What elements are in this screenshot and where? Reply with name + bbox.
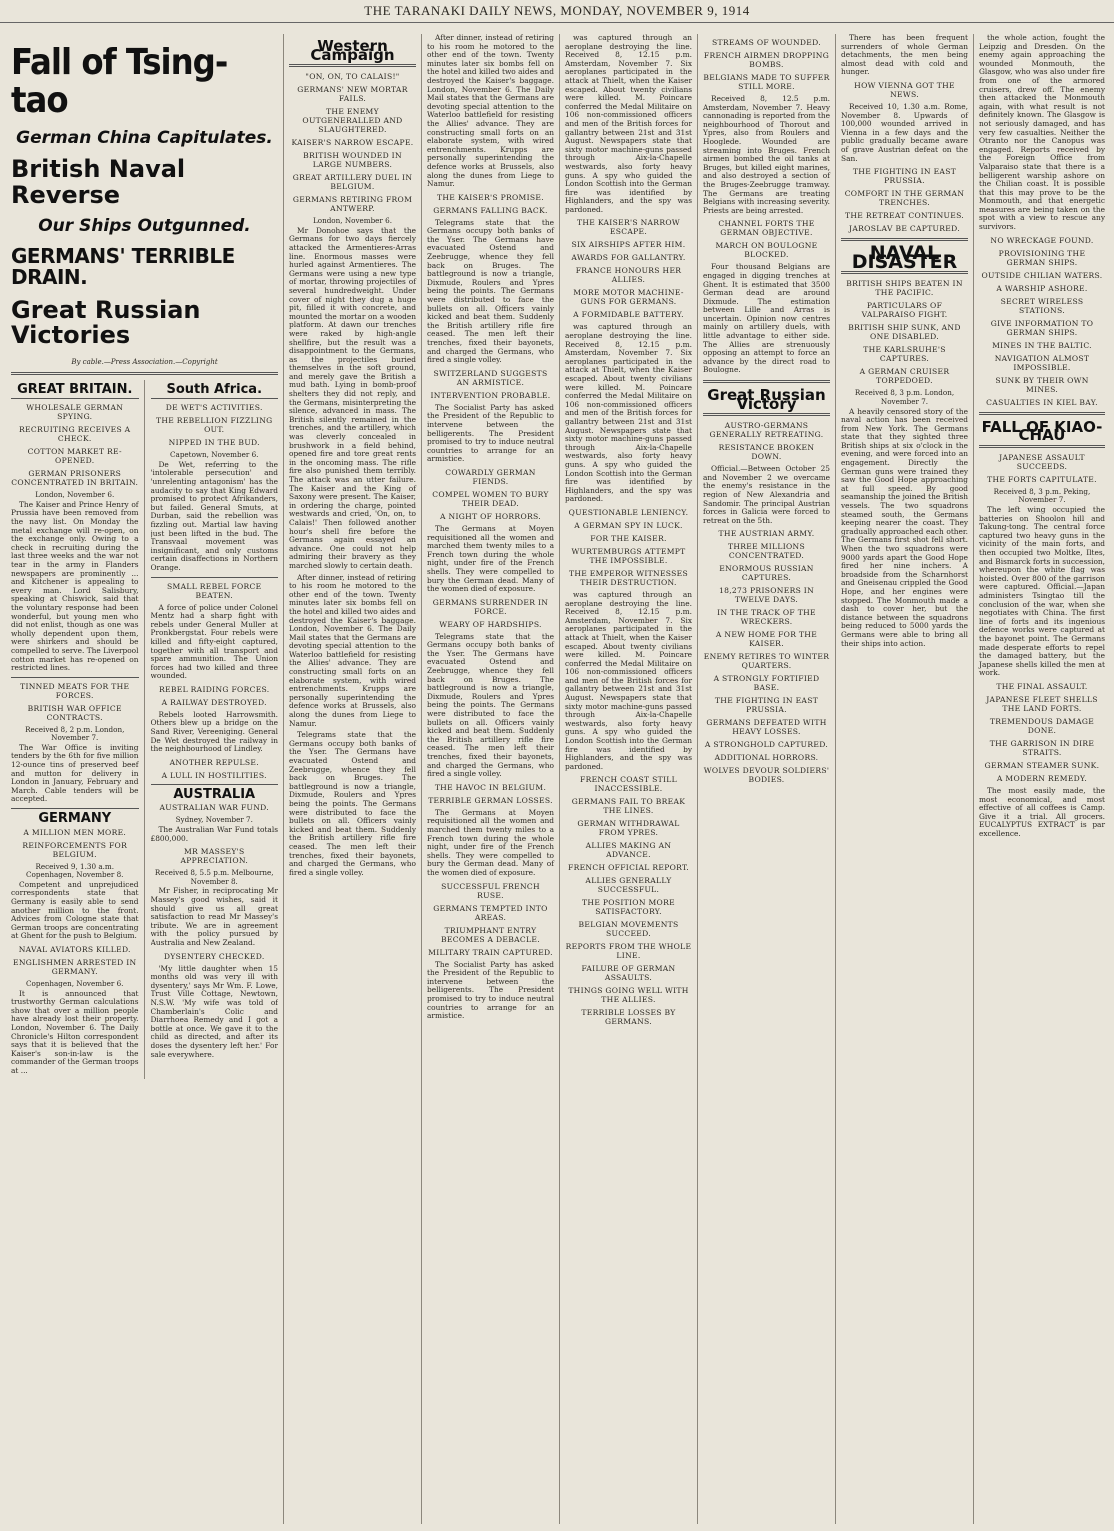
subhead: ALLIES MAKING AN ADVANCE.	[585, 841, 672, 860]
subhead: PROVISIONING THE GERMAN SHIPS.	[998, 248, 1086, 267]
subhead: SECRET WIRELESS STATIONS.	[1000, 296, 1084, 315]
column-1	[6, 34, 284, 1524]
subhead: THE FINAL ASSAULT.	[996, 681, 1088, 691]
column-2	[284, 34, 422, 1524]
subhead: GERMAN WITHDRAWAL FROM YPRES.	[577, 819, 680, 838]
column-4	[560, 34, 698, 1524]
article-text: Received 10, 1.30 a.m. Rome, November 8. Upwards of 100,000 wounded arrived in Vienna in a few days and the public gradually became aware of grave Austrian defeat on the San.	[841, 101, 968, 163]
subhead: GREAT ARTILLERY DUEL IN BELGIUM.	[292, 173, 413, 192]
subhead: THINGS GOING WELL WITH THE ALLIES.	[568, 986, 689, 1005]
article-text: Four thousand Belgians are engaged in digging trenches at Ghent. It is estimated that 3500 German dead are around Dixmude. The estimation between Lille and Arras is uncertain. Opinion now centres mainly on artillery duels, with little advantage to either side. The Allies are strenuously opposing an attempt to force an advance by the direct road to Boulogne.	[703, 262, 830, 375]
section-title-south-africa: South Africa.	[166, 381, 263, 397]
subhead: NAVIGATION ALMOST IMPOSSIBLE.	[994, 353, 1090, 372]
subhead: GERMANS FALLING BACK.	[433, 205, 548, 215]
subhead: GERMANS' NEW MORTAR FAILS.	[297, 85, 408, 104]
masthead: THE TARANAKI DAILY NEWS, MONDAY, NOVEMBER 9, 1914	[0, 0, 1114, 23]
section-title-great-britain: GREAT BRITAIN.	[17, 381, 133, 397]
subhead: KAISER'S NARROW ESCAPE.	[291, 138, 414, 148]
subhead: SUNK BY THEIR OWN MINES.	[995, 375, 1089, 394]
subhead: A MODERN REMEDY.	[996, 773, 1088, 783]
headline-russian-victories: Great Russian Victories	[11, 295, 201, 349]
subhead: THE KARLSRUHE'S CAPTURES.	[863, 345, 946, 364]
subhead: THE GARRISON IN DIRE STRAITS.	[989, 738, 1095, 757]
column-3	[422, 34, 560, 1524]
article-text: De Wet, referring to the 'intolerable persecution' and 'unrelenting antagonism' has the audacity to say that King Edward promised to protect Afrikanders, but failed. General Smuts, at Durban, said the rebellion was fizzling out. Martial law having just been lifted in the bud. The Transvaal movement was insignificant, and only customs certain disaffections in Northern Orange.	[150, 459, 278, 572]
section-title-naval-disaster: NAVAL DISASTER	[851, 242, 958, 273]
subhead: MILITARY TRAIN CAPTURED.	[428, 947, 553, 957]
dateline: Received 8, 3 p.m. Peking, November 7.	[993, 486, 1091, 505]
subhead: THREE MILLIONS CONCENTRATED.	[727, 542, 806, 561]
article-text: Telegrams state that the Germans occupy both banks of the Yser. The Germans have evacuated Ostend and Zeebrugge, whence they fell back on Bruges. The battleground is now a triangle, Dixmude, Roulers and Ypres being the points. The Germans were distributed to face the bullets on all. Officers vainly kicked and beat them. Suddenly the British artillery rifle fire ceased. The men left their trenches, fixed their bayonets, and charged the Germans, who fired a single volley.	[427, 631, 554, 779]
subhead: RECRUITING RECEIVES A CHECK.	[19, 425, 131, 444]
subhead: BELGIAN MOVEMENTS SUCCEED.	[578, 920, 679, 939]
subhead: COTTON MARKET RE-OPENED.	[27, 447, 122, 466]
subhead: A FORMIDABLE BATTERY.	[573, 310, 684, 320]
subhead: THE REBELLION FIZZLING OUT.	[155, 416, 273, 435]
subhead: 18,273 PRISONERS IN TWELVE DAYS.	[718, 586, 815, 605]
subhead: WEARY OF HARDSHIPS.	[439, 619, 542, 629]
article-text: was captured through an aeroplane destroying the line. Received 8, 12.15 p.m. Amsterdam, November 7. Six aeroplanes participated in the attack at Thielt, when the Kaiser escaped. About twenty civilians were killed. M. Poincare conferred the Medal Militaire on 106 non-commissioned officers and men of the British forces for gallantry between 21st and 31st August. Newspapers state that sixty motor machine-guns passed through Aix-la-Chapelle westwards, also forty heavy guns. A spy who guided the London Scottish into the German fire was identified by Highlanders, and the spy was pardoned.	[565, 34, 692, 214]
article-text: 'My little daughter when 15 months old was very ill with dysentery,' says Mr Wm. F. Lowe, Trust Ville Cottage, Newtown, N.S.W. 'My wife was told of Chamberlain's Colic and Diarrhoea Remedy and I got a bottle at once. We gave it to the child as directed, and after its doses the dysentery left her.' For sale everywhere.	[150, 963, 278, 1059]
subhead: CHANNEL FORTS THE GERMAN OBJECTIVE.	[718, 219, 815, 238]
subhead: ENORMOUS RUSSIAN CAPTURES.	[719, 564, 814, 583]
subhead: MINES IN THE BALTIC.	[992, 340, 1092, 350]
subhead: PARTICULARS OF VALPARAISO FIGHT.	[861, 301, 948, 320]
section-title-fall-of-kiao-chau: FALL OF KIAO-CHAU	[981, 417, 1103, 445]
dateline: London, November 6.	[35, 490, 115, 500]
subhead: DE WET'S ACTIVITIES.	[165, 403, 263, 413]
newspaper-page	[6, 24, 1110, 1524]
subhead: IN THE TRACK OF THE WRECKERS.	[717, 608, 816, 627]
subhead: JAPANESE ASSAULT SUCCEEDS.	[999, 452, 1085, 471]
subhead: ADDITIONAL HORRORS.	[714, 753, 819, 763]
subhead: BRITISH SHIPS BEATEN IN THE PACIFIC.	[846, 279, 963, 298]
subhead: TRIUMPHANT ENTRY BECOMES A DEBACLE.	[441, 925, 540, 944]
dateline: Copenhagen, November 6.	[26, 978, 124, 988]
article-text: The left wing occupied the batteries on Shoolon hill and Takung-tong. The central force captured two heavy guns in the vicinity of the main forts, and then occupied two Moltke, Iltes, and Bismarck forts in succession, whereupon the white flag was hoisted. Over 800 of the garrison were captured. Official.—Japan administers Tsingtao till the conclusion of the war, when she negotiates with China. The first line of forts and its ingenious defence works were captured at the bayonet point. The Germans made desperate efforts to repel the damaged battery, but the Japanese shells killed the men at work.	[979, 505, 1105, 678]
subhead: AUSTRALIAN WAR FUND.	[159, 803, 270, 813]
section-title-australia: AUSTRALIA	[173, 786, 256, 802]
subhead: BRITISH WOUNDED IN LARGE NUMBERS.	[303, 151, 402, 170]
subhead: GERMANS RETIRING FROM ANTWERP.	[292, 195, 413, 214]
headline-tsingtao: Fall of Tsing-tao	[11, 42, 228, 121]
subhead: MARCH ON BOULOGNE BLOCKED.	[715, 241, 818, 260]
subhead: BRITISH SHIP SUNK, AND ONE DISABLED.	[848, 323, 961, 342]
section-title-germany: GERMANY	[38, 811, 112, 827]
subhead: GERMANS DEFEATED WITH HEAVY LOSSES.	[706, 718, 827, 737]
subhead: THE FORTS CAPITULATE.	[987, 474, 1097, 484]
subhead: RESISTANCE BROKEN DOWN.	[718, 443, 815, 462]
article-text: The Socialist Party has asked the President of the Republic to intervene between the belligerents. The President promised to try to induce neutral countries to arrange for an armistice.	[427, 402, 554, 464]
subhead: GIVE INFORMATION TO GERMAN SHIPS.	[990, 318, 1094, 337]
subhead: QUESTIONABLE LENIENCY.	[568, 507, 689, 517]
subhead: TINNED MEATS FOR THE FORCES.	[20, 681, 130, 700]
subhead: WURTEMBURGS ATTEMPT THE IMPOSSIBLE.	[571, 546, 686, 565]
sub-columns	[11, 380, 278, 1079]
subhead: GERMANS TEMPTED INTO AREAS.	[433, 903, 548, 922]
section-title-western-campaign: Western Campaign	[310, 37, 395, 64]
article-text: the whole action, fought the Leipzig and Dresden. On the enemy again approaching the wounded Monmouth, the Glasgow, who was also under fire from one of the armored cruisers, drew off. The enemy then attacked the Monmouth again, with what result is not definitely known. The Glasgow is not seriously damaged, and has very few casualties. Neither the Otranto nor the Canopus was engaged. Reports received by the Foreign Office from Valparaiso state that there is a belligerent warship ashore on the Chilian coast. It is possible that this may prove to be the Monmouth, and that energetic measures are being taken on the spot with a view to rescue any survivors.	[979, 34, 1105, 232]
subhead: GERMAN PRISONERS CONCENTRATED IN BRITAIN.	[11, 469, 139, 488]
article-text: The Germans at Moyen requisitioned all the women and marched them twenty miles to a French town during the whole night, under fire of the French shells. They were compelled to bury the German dead. Many of the women died of exposure.	[427, 523, 554, 594]
article-text: Mr Donohoe says that the Germans for two days fiercely attacked the Armentieres-Arras line. Enormous masses were hurled against Armentieres. The Germans were using a new type of mortar, throwing projectiles of several hundredweight. Under cover of night they dug a huge pit, filled it with concrete, and mounted the mortar on a wooden platform. At dawn our trenches were raked by high-angle shellfire, but the result was a disappointment to the Germans, as the projectiles buried themselves in the soft ground, and merely gave the British a mud bath. Lying in bomb-proof shelters they did not reply, and the Germans, misinterpreting the silence, advanced in mass. The British silently remained in the trenches, and the artillery, which was cleverly concealed in brushwork in a field behind, opened fire and tore great rents in the oncoming mass. The rifle fire also punished them terribly. The attack was an utter failure. The Kaiser and the King of Saxony were present. The Kaiser, in ordering the charge, pointed westwards and cried, 'On, on, to Calais!' Then followed another hour's shell fire before the Germans again essayed an advance. One could not help admiring their bravery as they marched slowly to certain death.	[289, 225, 416, 570]
subhead: NAVAL AVIATORS KILLED.	[18, 944, 131, 954]
subhead: SUCCESSFUL FRENCH RUSE.	[441, 881, 540, 900]
subhead: THE EMPEROR WITNESSES THEIR DESTRUCTION.	[568, 568, 689, 587]
subhead: TERRIBLE GERMAN LOSSES.	[428, 795, 553, 805]
article-text: The most easily made, the most economical, and most effective of all coffees is Camp. Give it a trial. All grocers. EUCALYPTUS EXTRACT is par excellence.	[979, 785, 1105, 838]
divider	[11, 372, 278, 375]
subhead: A GERMAN SPY IN LUCK.	[574, 520, 683, 530]
subhead: THE KAISER'S NARROW ESCAPE.	[577, 218, 680, 237]
dateline: Capetown, November 6.	[170, 450, 259, 460]
article-text: The Germans at Moyen requisitioned all the women and marched them twenty miles to a French town during the whole night, under fire of the French shells. They were compelled to bury the German dead. Many of the women died of exposure.	[427, 807, 554, 877]
article-text: Telegrams state that the Germans occupy both banks of the Yser. The Germans have evacuated Ostend and Zeebrugge, whence they fell back on Bruges. The battleground is now a triangle, Dixmude, Roulers and Ypres being the points. The Germans were distributed to face the bullets on all. Officers vainly kicked and beat them. Suddenly the British artillery rifle fire ceased. The men left their trenches, fixed their bayonets, and charged the Germans, who fired a single volley.	[289, 730, 416, 877]
subhead: TREMENDOUS DAMAGE DONE.	[989, 716, 1095, 735]
subhead: FRENCH COAST STILL INACCESSIBLE.	[580, 775, 677, 794]
subhead: A STRONGLY FORTIFIED BASE.	[713, 674, 820, 693]
subhead: ENGLISHMEN ARRESTED IN GERMANY.	[12, 957, 137, 976]
subhead: SMALL REBEL FORCE BEATEN.	[167, 581, 262, 600]
subhead: BRITISH WAR OFFICE CONTRACTS.	[27, 703, 122, 722]
subhead: FRENCH OFFICIAL REPORT.	[568, 863, 689, 873]
press-credit: By cable.—Press Association.—Copyright	[71, 358, 218, 367]
subhead: FAILURE OF GERMAN ASSAULTS.	[581, 964, 676, 983]
article-text: Competent and unprejudiced correspondents state that Germany is easily able to send another million to the front. Advices from Cologne state that German troops are concentrating at Ghent for the push to Belgium.	[11, 879, 139, 941]
subhead: FOR THE KAISER.	[590, 533, 667, 543]
section-title-great-russian-victory: Great Russian Victory	[707, 386, 826, 413]
subhead: REPORTS FROM THE WHOLE LINE.	[565, 942, 692, 961]
subhead: MR MASSEY'S APPRECIATION.	[180, 847, 249, 866]
subhead: NO WRECKAGE FOUND.	[990, 235, 1094, 245]
headline-german-china: German China Capitulates.	[16, 127, 273, 148]
article-text: The War Office is inviting tenders by the 6th for five million 12-ounce tins of preserved beef and mutton for delivery in London in January, February and March. Cable tenders will be accepted.	[11, 742, 139, 804]
article-text: After dinner, instead of retiring to his room he motored to the other end of the town. Twenty minutes later six bombs fell on the hotel and killed two aides and destroyed the Kaiser's baggage. London, November 6. The Daily Mail states that the Germans are devoting special attention to the Waterloo battlefield for resisting the Allies' advance. They are constructing small forts on an elaborate system, with wired entrenchments. Krupps are personally superintending the defence works at Brussels, also along the dunes from Liege to Namur.	[289, 572, 416, 728]
subhead: REBEL RAIDING FORCES.	[159, 684, 270, 694]
article-text: The Socialist Party has asked the President of the Republic to intervene between the belligerents. The President promised to try to induce neutral countries to arrange for an armistice.	[427, 959, 554, 1021]
subhead: BELGIANS MADE TO SUFFER STILL MORE.	[703, 73, 830, 91]
subhead: GERMANS FAIL TO BREAK THE LINES.	[571, 797, 686, 816]
subhead: A STRONGHOLD CAPTURED.	[704, 740, 829, 750]
article-text: Rebels looted Harrowsmith. Others blew up a bridge on the Sand River, Vereeniging. General De Wet destroyed the railway in the neighbourhood of Lindley.	[150, 709, 278, 754]
headline-naval-reverse: British Naval Reverse	[11, 155, 186, 209]
dateline: Received 9, 1.30 a.m. Copenhagen, November 8.	[26, 861, 124, 880]
article-text: It is announced that trustworthy German calculations show that over a million people have already lost their property. London, November 6. The Daily Chronicle's Hilton correspondent says that it is believed that the Kaiser's son-in-law is the commander of the German troops at ...	[11, 988, 139, 1075]
subhead: HOW VIENNA GOT THE NEWS.	[854, 80, 955, 99]
subhead: THE HAVOC IN BELGIUM.	[434, 782, 547, 792]
subhead: THE RETREAT CONTINUES.	[844, 211, 965, 221]
subhead: MORE MOTOR MACHINE-GUNS FOR GERMANS.	[573, 288, 684, 307]
article-text: Mr Fisher, in reciprocating Mr Massey's good wishes, said it should give us all great satisfaction to read Mr Massey's tribute. We are in agreement with the policy pursued by Australia and New Zealand.	[150, 886, 278, 947]
subhead: GERMAN STEAMER SUNK.	[984, 760, 1100, 770]
subhead: ENEMY RETIRES TO WINTER QUARTERS.	[703, 652, 830, 671]
dateline: Received 8, 2 p.m. London, November 7.	[25, 724, 125, 743]
subhead: SWITZERLAND SUGGESTS AN ARMISTICE.	[433, 368, 548, 387]
subhead: A NEW HOME FOR THE KAISER.	[715, 630, 818, 649]
subhead: WHOLESALE GERMAN SPYING.	[26, 403, 124, 422]
subhead: REINFORCEMENTS FOR BELGIUM.	[22, 840, 128, 859]
subhead: NIPPED IN THE BUD.	[168, 438, 260, 448]
subhead: A NIGHT OF HORRORS.	[440, 511, 541, 521]
subhead: A WARSHIP ASHORE.	[996, 283, 1088, 293]
article-text: After dinner, instead of retiring to his room he motored to the other end of the town. Twenty minutes later six bombs fell on the hotel and killed two aides and destroyed the Kaiser's baggage. London, November 6. The Daily Mail states that the Germans are devoting special attention to the Waterloo battlefield for resisting the Allies' advance. They are constructing small forts on an elaborate system, with wired entrenchments. Krupps are personally superintending the defence works at Brussels, also along the dunes from Liege to Namur.	[427, 34, 554, 189]
subhead: ANOTHER REPULSE.	[169, 757, 259, 767]
subhead: A LULL IN HOSTILITIES.	[161, 770, 267, 780]
column-6	[836, 34, 974, 1524]
subhead: OUTSIDE CHILIAN WATERS.	[981, 270, 1103, 280]
column-5	[698, 34, 836, 1524]
subhead: THE AUSTRIAN ARMY.	[718, 529, 815, 539]
column-7	[974, 34, 1110, 1524]
subhead: INTERVENTION PROBABLE.	[430, 390, 551, 400]
subhead: AUSTRO-GERMANS GENERALLY RETREATING.	[709, 421, 824, 440]
article-text: A heavily censored story of the naval action has been received from New York. The Germans state that they sighted three British ships at six o'clock in the evening, and were forced into an engagement. Directly the German guns were trained they saw the Good Hope approaching at full speed. By good seamanship the joined the British vessels. The two squadrons steamed south, the Germans keeping nearer the coast. They gradually approached each other. The Germans first shot fell short. When the two squadrons were 9000 yards apart the Good Hope fired her nine inchers. A broadside from the Scharnhorst and Gneisenau crippled the Good Hope, and her engines were stopped. The Monmouth made a dash to cover her, but the distance between the squadrons being reduced to 5000 yards the Germans were able to bring all their ships into action.	[841, 406, 968, 648]
subhead: THE POSITION MORE SATISFACTORY.	[582, 898, 675, 917]
subhead: AWARDS FOR GALLANTRY.	[571, 253, 686, 263]
article-text: was captured through an aeroplane destroying the line. Received 8, 12.15 p.m. Amsterdam, November 7. Six aeroplanes participated in the attack at Thielt, when the Kaiser escaped. About twenty civilians were killed. M. Poincare conferred the Medal Militaire on 106 non-commissioned officers and men of the British forces for gallantry between 21st and 31st August. Newspapers state that sixty motor machine-guns passed through Aix-la-Chapelle westwards, also forty heavy guns. A spy who guided the London Scottish into the German fire was identified by Highlanders, and the spy was pardoned.	[565, 589, 692, 771]
subhead: FRANCE HONOURS HER ALLIES.	[575, 266, 682, 285]
article-text: Received 8, 12.5 p.m. Amsterdam, November 7. Heavy cannonading is reported from the neighbourhood of Thorout and Ypres, also from Roulers and Hooglede. Wounded are streaming into Bruges. French airmen bombed the oil tanks at Bruges, but killed eight marines, and also destroyed a section of the Bruges-Zeebrugge tramway. The Germans are treating Belgians with increasing severity. Priests are being arrested.	[703, 94, 830, 215]
subhead: A GERMAN CRUISER TORPEDOED.	[859, 367, 950, 386]
subhead: DYSENTERY CHECKED.	[163, 951, 265, 961]
subhead: SIX AIRSHIPS AFTER HIM.	[571, 240, 686, 250]
subhead: JAPANESE FLEET SHELLS THE LAND FORTS.	[986, 694, 1098, 713]
great-britain-section	[11, 380, 145, 1079]
article-text: A force of police under Colonel Mentz had a sharp fight with rebels under General Muller at Pronkbergstat. Four rebels were killed and fifty-eight captured, together with all transport and spare ammunition. The Union forces had two killed and three wounded.	[150, 602, 278, 681]
subhead: WOLVES DEVOUR SOLDIERS' BODIES.	[703, 766, 830, 785]
article-text: The Australian War Fund totals £800,000.	[150, 825, 278, 843]
headline-outgunned: Our Ships Outgunned.	[38, 215, 251, 236]
subhead: THE FIGHTING IN EAST PRUSSIA.	[714, 696, 819, 715]
south-africa-section	[151, 380, 279, 1079]
subhead: ALLIES GENERALLY SUCCESSFUL.	[585, 876, 672, 895]
article-text: Telegrams state that the Germans occupy both banks of the Yser. The Germans have evacuated Ostend and Zeebrugge, whence they fell back on Bruges. The battleground is now a triangle, Dixmude, Roulers and Ypres being the points. The Germans were distributed to face the bullets on all. Officers vainly kicked and beat them. Suddenly the British artillery rifle fire ceased. The men left their trenches, fixed their bayonets, and charged the Germans, who fired a single volley.	[427, 217, 554, 365]
subhead: JAROSLAV BE CAPTURED.	[849, 224, 960, 234]
subhead: A RAILWAY DESTROYED.	[161, 697, 267, 707]
article-text: There has been frequent surrenders of whole German detachments, the men being almost dead with cold and hunger.	[841, 34, 968, 77]
subhead: TERRIBLE LOSSES BY GERMANS.	[581, 1008, 676, 1027]
dateline: London, November 6.	[312, 216, 393, 226]
article-text: Official.—Between October 25 and November 2 we overcame the enemy's resistance in the region of New Alexandria and Sandomir. The principal Austrian forces in Galicia were forced to retreat on the 5th.	[703, 464, 830, 525]
headline-terrible-drain: GERMANS' TERRIBLE DRAIN.	[11, 243, 235, 289]
subhead: STREAMS OF WOUNDED.	[712, 38, 821, 47]
subhead: CASUALTIES IN KIEL BAY.	[986, 397, 1098, 407]
dateline: Received 8, 5.5 p.m. Melbourne, November 8.	[154, 868, 274, 886]
article-text: was captured through an aeroplane destroying the line. Received 8, 12.15 p.m. Amsterdam, November 7. Six aeroplanes participated in the attack at Thielt, when the Kaiser escaped. About twenty civilians were killed. M. Poincare conferred the Medal Militaire on 106 non-commissioned officers and men of the British forces for gallantry between 21st and 31st August. Newspapers state that sixty motor machine-guns passed through Aix-la-Chapelle westwards, also forty heavy guns. A spy who guided the London Scottish into the German fire was identified by Highlanders, and the spy was pardoned.	[565, 322, 692, 504]
subhead: COWARDLY GERMAN FIENDS.	[445, 467, 536, 486]
subhead: FRENCH AIRMEN DROPPING BOMBS.	[703, 51, 830, 69]
subhead: A MILLION MEN MORE.	[23, 827, 127, 837]
article-text: The Kaiser and Prince Henry of Prussia have been removed from the navy list. On Monday the metal exchange will re-open, on the exchange only. Owing to a check in recruiting during the last three weeks and the war not tear in the army in Flanders newspapers are prominently ... and Kitchener is appealing to every man. Lord Salisbury, speaking at Chiswick, said that the voluntary response had been wonderful, but young men who did not enlist, though as one was wholly dependent upon them, were shirkers and should be compelled to serve. The Liverpool cotton market has re-opened on restricted lines.	[11, 499, 139, 673]
subhead: "ON, ON, TO CALAIS!"	[305, 72, 400, 82]
dateline: Received 8, 3 p.m. London, November 7.	[854, 388, 955, 406]
subhead: THE FIGHTING IN EAST PRUSSIA.	[852, 167, 957, 186]
subhead: THE ENEMY OUTGENERALLED AND SLAUGHTERED.	[302, 107, 403, 135]
subhead: COMPEL WOMEN TO BURY THEIR DEAD.	[432, 489, 549, 508]
dateline: Sydney, November 7.	[175, 815, 253, 825]
subhead: THE KAISER'S PROMISE.	[437, 192, 544, 202]
subhead: GERMANS SURRENDER IN FORCE.	[432, 597, 549, 616]
subhead: COMFORT IN THE GERMAN TRENCHES.	[844, 189, 965, 208]
